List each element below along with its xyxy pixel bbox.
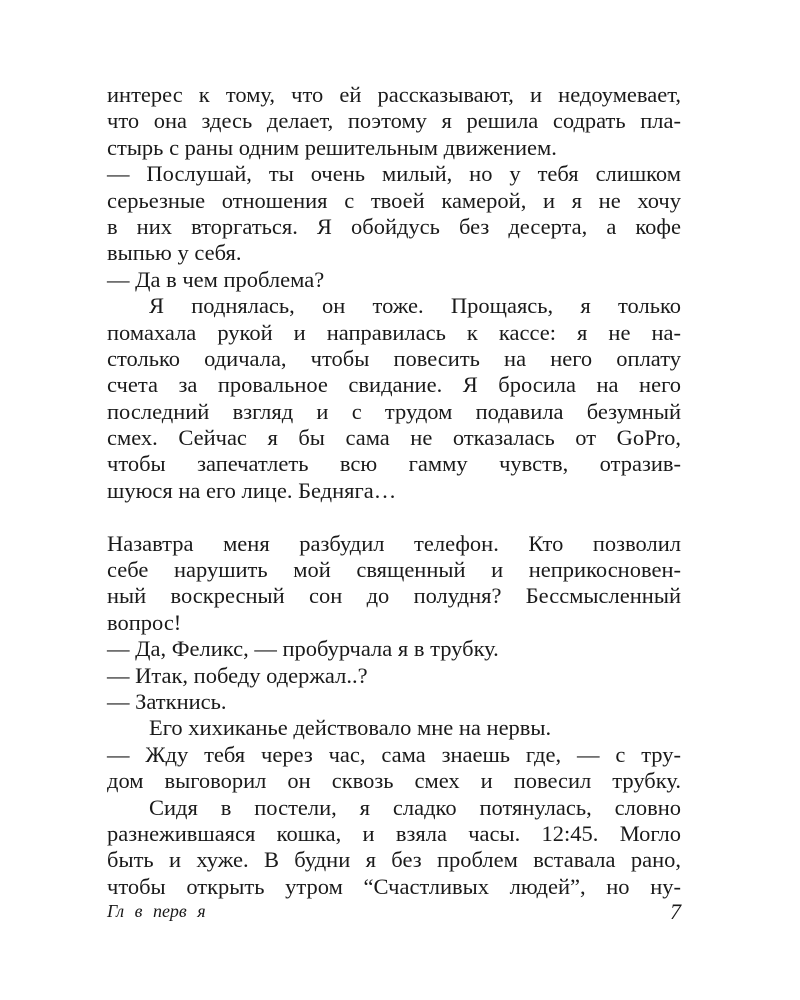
- body-text: [107, 82, 681, 900]
- text-line: — Заткнись.: [107, 688, 227, 714]
- text-line: серьезные отношения с твоей камерой, и я не хочу: [107, 187, 681, 213]
- text-line: шуюся на его лице. Бедняга…: [107, 477, 397, 503]
- text-line: счета за провальное свидание. Я бросила на него: [107, 372, 681, 398]
- text-line: помахала рукой и направилась к кассе: я не на-: [107, 319, 681, 345]
- page-footer: [107, 901, 681, 927]
- text-line: вопрос!: [107, 609, 182, 635]
- text-line: что она здесь делает, поэтому я решила содрать пла-: [107, 108, 681, 134]
- text-line: себе нарушить мой священный и неприкосновен-: [107, 557, 681, 583]
- text-line: разнежившаяся кошка, и взяла часы. 12:45. Могло: [107, 820, 681, 846]
- text-line: последний взгляд и с трудом подавила безумный: [107, 398, 681, 424]
- text-line: — Послушай, ты очень милый, но у тебя слишком: [107, 161, 681, 187]
- text-line: стырь с раны одним решительным движением.: [107, 134, 557, 160]
- text-line: — Да в чем проблема?: [107, 266, 325, 292]
- text-line: выпью у себя.: [107, 240, 242, 266]
- text-line: Я поднялась, он тоже. Прощаясь, я только: [149, 293, 681, 319]
- text-line: Сидя в постели, я сладко потянулась, словно: [149, 794, 681, 820]
- running-head: Гл в перв я: [107, 901, 206, 921]
- text-line: ный воскресный сон до полудня? Бессмысленный: [107, 583, 681, 609]
- text-line: столько одичала, чтобы повесить на него оплату: [107, 345, 681, 371]
- text-line: интерес к тому, что ей рассказывают, и недоумевает,: [107, 82, 681, 107]
- blank-line: [107, 504, 681, 530]
- page-number: 7: [670, 899, 681, 924]
- text-line: — Итак, победу одержал..?: [107, 662, 368, 688]
- text-line: чтобы открыть утром “Счастливых людей”, но ну-: [107, 873, 681, 899]
- text-line: Назавтра меня разбудил телефон. Кто позволил: [107, 530, 681, 556]
- text-line: быть и хуже. В будни я без проблем вставала рано,: [107, 847, 681, 873]
- text-line: смех. Сейчас я бы сама не отказалась от GoPro,: [107, 425, 681, 451]
- text-line: — Да, Феликс, — пробурчала я в трубку.: [107, 636, 499, 662]
- text-line: чтобы запечатлеть всю гамму чувств, отразив-: [107, 451, 681, 477]
- text-line: — Жду тебя через час, сама знаешь где, — с тру-: [107, 741, 681, 767]
- text-line: дом выговорил он сквозь смех и повесил трубку.: [107, 768, 681, 794]
- text-line: Его хихиканье действовало мне на нервы.: [149, 715, 552, 741]
- text-line: в них вторгаться. Я обойдусь без десерта, а кофе: [107, 213, 681, 239]
